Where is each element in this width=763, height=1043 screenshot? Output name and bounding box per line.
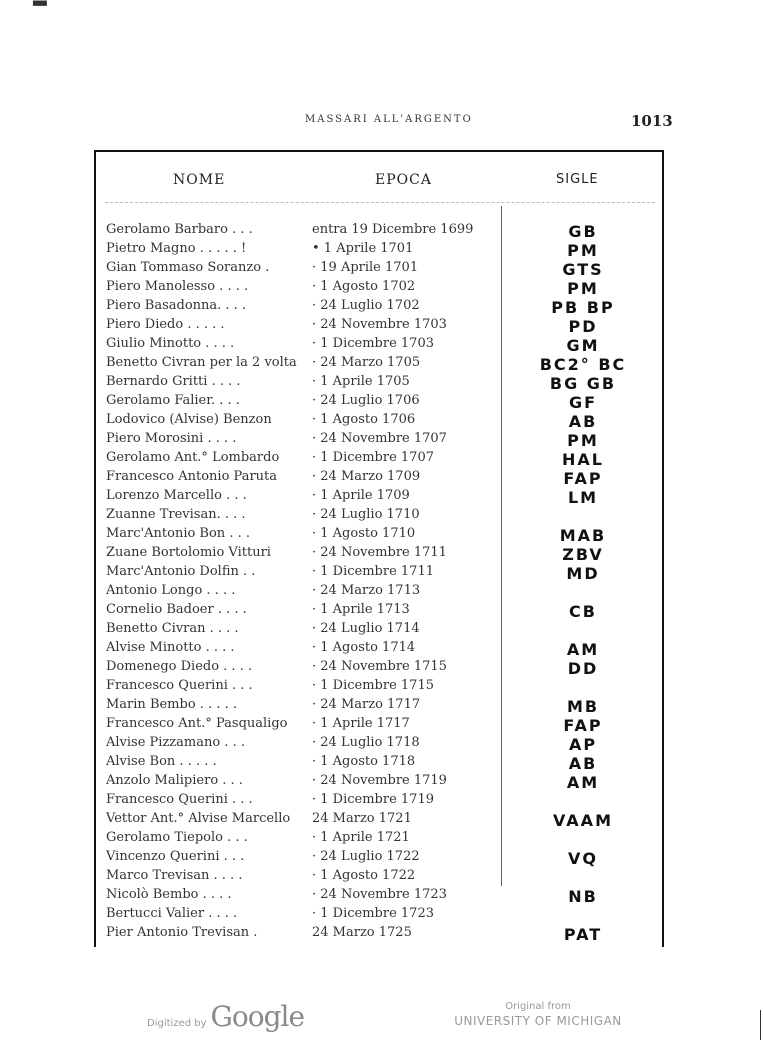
table-row	[0, 564, 763, 583]
cell-sigle: GTS	[562, 260, 604, 279]
cell-epoca: · 24 Luglio 1710	[312, 507, 420, 522]
cell-sigle: FAP	[563, 469, 603, 488]
cell-sigle: FAP	[563, 716, 603, 735]
scan-mark: ▀▀	[33, 2, 47, 12]
cell-sigle: BC2° BC	[539, 355, 627, 374]
cell-sigle: AB	[568, 412, 598, 431]
cell-sigle: MD	[566, 564, 600, 583]
cell-sigle: MB	[566, 697, 600, 716]
table-row	[0, 792, 763, 811]
table-row	[0, 925, 763, 944]
table-row	[0, 469, 763, 488]
table-row	[0, 507, 763, 526]
table-row	[0, 659, 763, 678]
cell-nome: Marc'Antonio Bon . . .	[106, 526, 250, 541]
cell-epoca: · 24 Luglio 1722	[312, 849, 420, 864]
table-row	[0, 621, 763, 640]
cell-sigle: AB	[568, 754, 598, 773]
cell-sigle: GB	[568, 222, 598, 241]
cell-epoca: · 1 Dicembre 1719	[312, 792, 434, 807]
cell-nome: Marin Bembo . . . . .	[106, 697, 237, 712]
cell-nome: Gian Tommaso Soranzo .	[106, 260, 270, 275]
cell-epoca: · 19 Aprile 1701	[312, 260, 419, 275]
table-row	[0, 431, 763, 450]
cell-sigle: DD	[567, 659, 599, 678]
cell-nome: Giulio Minotto . . . .	[106, 336, 235, 351]
cell-nome: Alvise Bon . . . . .	[106, 754, 217, 769]
cell-nome: Anzolo Malipiero . . .	[106, 773, 243, 788]
table-row	[0, 811, 763, 830]
header-divider	[105, 202, 655, 203]
table-row	[0, 412, 763, 431]
table-row	[0, 450, 763, 469]
cell-nome: Zuane Bortolomio Vitturi	[106, 545, 271, 560]
cell-nome: Francesco Querini . . .	[106, 678, 253, 693]
cell-sigle: PM	[567, 279, 599, 298]
cell-sigle: HAL	[562, 450, 604, 469]
column-header-epoca: EPOCA	[375, 172, 432, 188]
cell-sigle: LM	[567, 488, 599, 507]
table-row	[0, 317, 763, 336]
google-logo: Google	[210, 1000, 305, 1033]
cell-sigle: VAAM	[553, 811, 613, 830]
cell-nome: Benetto Civran per la 2 volta	[106, 355, 297, 370]
original-from-label: Original from	[505, 1001, 571, 1012]
cell-nome: Zuanne Trevisan. . . .	[106, 507, 246, 522]
cell-epoca: · 1 Dicembre 1711	[312, 564, 434, 579]
cell-epoca: · 24 Novembre 1707	[312, 431, 447, 446]
cell-nome: Domenego Diedo . . . .	[106, 659, 253, 674]
cell-epoca: · 1 Dicembre 1707	[312, 450, 434, 465]
table-row	[0, 716, 763, 735]
cell-nome: Gerolamo Barbaro . . .	[106, 222, 253, 237]
table-row	[0, 868, 763, 887]
cell-nome: Bernardo Gritti . . . .	[106, 374, 241, 389]
cell-epoca: · 1 Agosto 1706	[312, 412, 416, 427]
table-row	[0, 336, 763, 355]
cell-epoca: · 24 Novembre 1711	[312, 545, 447, 560]
cell-nome: Gerolamo Tiepolo . . .	[106, 830, 248, 845]
cell-sigle: GF	[568, 393, 598, 412]
cell-epoca: · 1 Dicembre 1715	[312, 678, 434, 693]
cell-nome: Bertucci Valier . . . .	[106, 906, 238, 921]
table-row	[0, 678, 763, 697]
cell-epoca: · 1 Aprile 1709	[312, 488, 410, 503]
cell-epoca: 24 Marzo 1725	[312, 925, 412, 940]
original-from-block	[452, 1001, 624, 1028]
cell-epoca: · 1 Agosto 1714	[312, 640, 416, 655]
table-row	[0, 279, 763, 298]
cell-epoca: · 24 Marzo 1717	[312, 697, 421, 712]
cell-nome: Piero Diedo . . . . .	[106, 317, 225, 332]
cell-sigle: ZBV	[562, 545, 604, 564]
table-row	[0, 830, 763, 849]
cell-nome: Cornelio Badoer . . . .	[106, 602, 247, 617]
table-row	[0, 374, 763, 393]
cell-sigle: AM	[566, 640, 600, 659]
table-row	[0, 583, 763, 602]
cell-sigle: PM	[567, 431, 599, 450]
cell-nome: Francesco Antonio Paruta	[106, 469, 278, 484]
cell-epoca: · 1 Agosto 1702	[312, 279, 416, 294]
cell-nome: Nicolò Bembo . . . .	[106, 887, 232, 902]
cell-epoca: · 1 Aprile 1721	[312, 830, 410, 845]
cell-epoca: · 24 Luglio 1718	[312, 735, 420, 750]
cell-epoca: · 24 Novembre 1715	[312, 659, 447, 674]
table-row	[0, 849, 763, 868]
page-edge-line	[760, 1010, 761, 1040]
cell-epoca: · 1 Aprile 1717	[312, 716, 410, 731]
cell-epoca: · 1 Agosto 1722	[312, 868, 416, 883]
cell-nome: Marc'Antonio Dolfin . .	[106, 564, 256, 579]
table-row	[0, 697, 763, 716]
cell-nome: Alvise Minotto . . . .	[106, 640, 235, 655]
cell-epoca: · 1 Aprile 1705	[312, 374, 410, 389]
cell-nome: Gerolamo Ant.° Lombardo	[106, 450, 280, 465]
cell-nome: Lodovico (Alvise) Benzon	[106, 412, 272, 427]
table-row	[0, 241, 763, 260]
cell-nome: Marco Trevisan . . . .	[106, 868, 243, 883]
cell-epoca: · 1 Aprile 1713	[312, 602, 410, 617]
column-header-nome: NOME	[173, 172, 226, 188]
cell-sigle: VQ	[568, 849, 598, 868]
column-header-sigle: SIGLE	[556, 172, 599, 187]
cell-epoca: · 1 Agosto 1710	[312, 526, 416, 541]
table-row	[0, 298, 763, 317]
cell-epoca: · 24 Luglio 1706	[312, 393, 420, 408]
cell-epoca: · 1 Agosto 1718	[312, 754, 416, 769]
cell-nome: Alvise Pizzamano . . .	[106, 735, 245, 750]
cell-epoca: entra 19 Dicembre 1699	[312, 222, 474, 237]
cell-nome: Piero Manolesso . . . .	[106, 279, 249, 294]
table-row	[0, 393, 763, 412]
cell-nome: Vettor Ant.° Alvise Marcello	[106, 811, 291, 826]
running-head: MASSARI ALL'ARGENTO	[305, 114, 473, 125]
cell-nome: Benetto Civran . . . .	[106, 621, 239, 636]
cell-epoca: · 24 Novembre 1723	[312, 887, 447, 902]
cell-sigle: BG GB	[549, 374, 617, 393]
cell-epoca: • 1 Aprile 1701	[312, 241, 414, 256]
cell-nome: Francesco Querini . . .	[106, 792, 253, 807]
table-row	[0, 773, 763, 792]
table-row	[0, 222, 763, 241]
cell-sigle: GM	[566, 336, 600, 355]
cell-sigle: PD	[568, 317, 598, 336]
table-row	[0, 754, 763, 773]
cell-epoca: · 1 Dicembre 1703	[312, 336, 434, 351]
university-label: UNIVERSITY OF MICHIGAN	[454, 1014, 622, 1028]
cell-nome: Pier Antonio Trevisan .	[106, 925, 258, 940]
page-number: 1013	[631, 112, 673, 130]
cell-epoca: · 24 Marzo 1713	[312, 583, 421, 598]
table-row	[0, 887, 763, 906]
table-row	[0, 526, 763, 545]
cell-nome: Francesco Ant.° Pasqualigo	[106, 716, 288, 731]
cell-epoca: · 24 Novembre 1703	[312, 317, 447, 332]
table-row	[0, 735, 763, 754]
cell-sigle: PM	[567, 241, 599, 260]
cell-nome: Vincenzo Querini . . .	[106, 849, 245, 864]
digitized-by-label: Digitized by	[147, 1018, 207, 1029]
digitized-by-google	[147, 1000, 304, 1033]
table-body	[0, 222, 763, 944]
cell-epoca: · 24 Marzo 1705	[312, 355, 421, 370]
cell-sigle: PAT	[563, 925, 603, 944]
cell-sigle: AM	[566, 773, 600, 792]
cell-nome: Antonio Longo . . . .	[106, 583, 236, 598]
table-row	[0, 488, 763, 507]
table-row	[0, 640, 763, 659]
cell-sigle: AP	[568, 735, 598, 754]
cell-nome: Lorenzo Marcello . . .	[106, 488, 247, 503]
cell-nome: Piero Basadonna. . . .	[106, 298, 247, 313]
cell-nome: Piero Morosini . . . .	[106, 431, 237, 446]
cell-epoca: · 24 Luglio 1714	[312, 621, 420, 636]
table-row	[0, 355, 763, 374]
cell-epoca: · 24 Marzo 1709	[312, 469, 421, 484]
cell-sigle: PB BP	[551, 298, 615, 317]
cell-sigle: MAB	[559, 526, 607, 545]
table-row	[0, 602, 763, 621]
cell-epoca: · 1 Dicembre 1723	[312, 906, 434, 921]
table-row	[0, 260, 763, 279]
cell-nome: Gerolamo Falier. . . .	[106, 393, 240, 408]
cell-sigle: NB	[568, 887, 598, 906]
cell-nome: Pietro Magno . . . . . !	[106, 241, 247, 256]
table-row	[0, 906, 763, 925]
cell-epoca: · 24 Luglio 1702	[312, 298, 420, 313]
cell-epoca: · 24 Novembre 1719	[312, 773, 447, 788]
cell-epoca: 24 Marzo 1721	[312, 811, 412, 826]
cell-sigle: CB	[569, 602, 597, 621]
table-row	[0, 545, 763, 564]
